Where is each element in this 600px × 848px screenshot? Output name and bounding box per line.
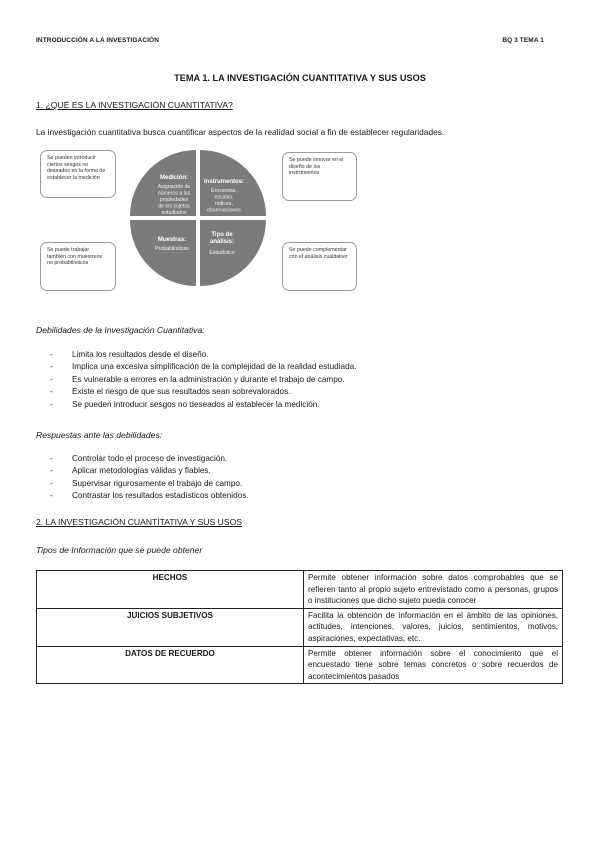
table-row: [37, 646, 563, 684]
quadrant-analisis-title: Tipo de: [211, 232, 233, 238]
quadrant-medicion-title: Medición:: [160, 175, 188, 181]
quadrant-medicion-line: números a las: [157, 190, 191, 197]
quadrant-instrumentos-line: Encuestas,: [211, 188, 237, 194]
section1-heading: 1. ¿QUÉ ES LA INVESTIGACIÓN CUANTITATIVA?: [36, 100, 233, 110]
weaknesses-heading: Debilidades de la Investigación Cuantitativa:: [36, 325, 205, 335]
table-value: Facilita la obtención de información en el ámbito de las opiniones, actitudes, intenciones, valores, juicios, sentimientos, motivos, aspiraciones, expectativas, etc.: [304, 608, 563, 646]
quadrant-medicion-line: propiedades: [159, 197, 189, 203]
table-key: JUICIOS SUBJETIVOS: [37, 608, 304, 646]
table-row: [37, 608, 563, 646]
section1-intro: La investigación cuantitativa busca cuantificar aspectos de la realidad social a fin de establecer regularidades.: [36, 127, 445, 137]
table-key: HECHOS: [37, 571, 304, 609]
note-top-left: Se pueden introducir ciertos sesgos no deseados en la forma de establecer la medición: [40, 150, 116, 198]
quadrant-muestras: [130, 220, 196, 286]
table-row: [37, 571, 563, 609]
quadrant-muestras-title: Muestras:: [157, 237, 187, 243]
list-item: - Es vulnerable a errores en la administración y durante el trabajo de campo.: [50, 374, 356, 386]
header-right: BQ 3 TEMA 1: [502, 37, 544, 44]
list-item: - Contrastar los resultados estadísticos obtenidos.: [50, 490, 249, 502]
note-top-right: Se puede innovar en el diseño de los instrumentos: [282, 152, 357, 201]
quadrant-instrumentos-line: índices,: [215, 201, 233, 207]
page-title: TEMA 1. LA INVESTIGACIÓN CUANTITATIVA Y SUS USOS: [174, 73, 426, 83]
table-value: Permite obtener información sobre datos comprobables que se refieren tanto al propio sujeto entrevistado como a personas, grupos o instituciones que dicho sujeto pueda conocer: [304, 571, 563, 609]
quadrant-medicion-line: de los sujetos: [158, 203, 190, 210]
header-left: INTRODUCCIÓN A LA INVESTIGACIÓN: [36, 37, 159, 44]
list-item: - Supervisar rigurosamente el trabajo de campo.: [50, 478, 249, 490]
list-item: - Controlar todo el proceso de investigación.: [50, 453, 249, 465]
table-key: DATOS DE RECUERDO: [37, 646, 304, 684]
weaknesses-list: [50, 349, 356, 411]
quadrant-instrumentos-title: Instrumentos:: [203, 179, 245, 185]
quadrant-muestras-line: Probabilísticas: [155, 246, 189, 252]
list-item: - Aplicar metodologías válidas y fiables.: [50, 465, 249, 477]
quadrant-analisis-title2: análisis:: [209, 239, 235, 245]
quadrant-analisis-line: Estadístico: [209, 250, 235, 256]
note-bottom-right: Se puede complementar con el análisis cualitativo: [282, 242, 357, 291]
note-bottom-left: Se puede trabajar también con muestreos no probabilísticos: [40, 242, 116, 291]
list-item: - Se pueden introducir sesgos no deseados al establecer la medición.: [50, 399, 356, 411]
list-item: - Limita los resultados desde el diseño.: [50, 349, 356, 361]
quadrant-instrumentos-line: observaciones: [207, 207, 241, 214]
section2-subheading: Tipos de Información que se puede obtener: [36, 545, 203, 555]
table-value: Permite obtener información sobre el conocimiento que el encuestado tiene sobre temas concretos o sobre recuerdos de acontecimientos pasados: [304, 646, 563, 684]
quadrant-medicion-line: Asignación de: [157, 184, 191, 190]
quadrant-instrumentos-line: escalas,: [214, 194, 234, 201]
responses-heading: Respuestas ante las debilidades:: [36, 430, 163, 440]
cycle-diagram: [130, 150, 266, 286]
list-item: - Implica una excesiva simplificación de la complejidad de la realidad estudiada.: [50, 361, 356, 373]
section2-heading: 2. LA INVESTIGACIÓN CUANTITATIVA Y SUS USOS: [36, 517, 242, 527]
quadrant-medicion-line: estudiados: [161, 210, 187, 216]
responses-list: [50, 453, 249, 503]
list-item: - Existe el riesgo de que sus resultados sean sobrevalorados.: [50, 386, 356, 398]
info-table: [36, 570, 563, 684]
